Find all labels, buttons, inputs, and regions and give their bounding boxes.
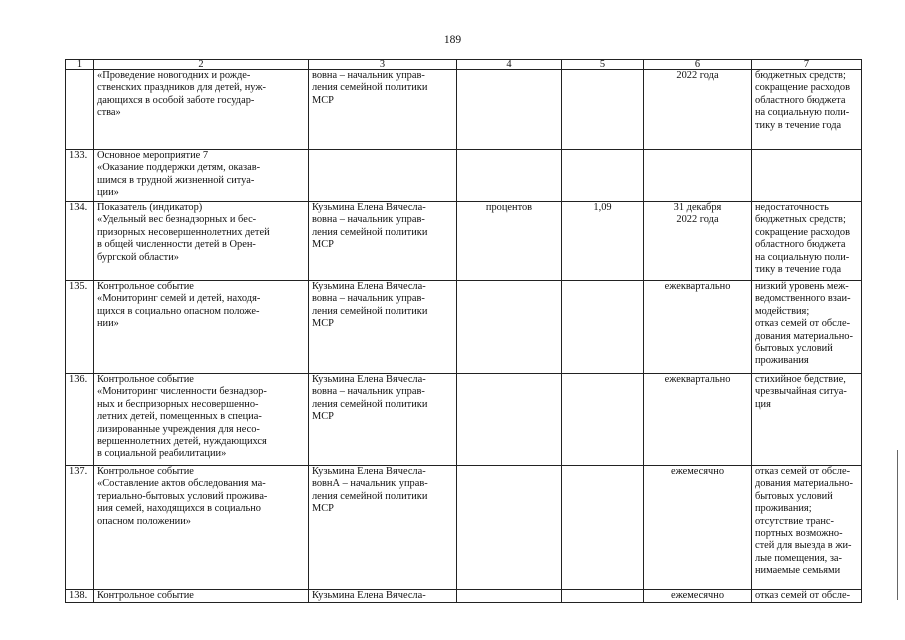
page-number: 189 — [443, 34, 462, 46]
unit-cell — [457, 281, 562, 374]
event-description: Показатель (индикатор) «Удельный вес безнадзорных и бес- призорных несовершеннолетних детей в общей численности детей в Орен- бургской области» — [94, 202, 309, 281]
row-number: 138. — [66, 590, 94, 603]
risk-description: отказ семей от обсле- — [752, 590, 862, 603]
row-number: 137. — [66, 466, 94, 590]
value-cell — [562, 70, 644, 150]
responsible-person: Кузьмина Елена Вячесла- — [309, 590, 457, 603]
event-description: «Проведение новогодних и рожде- ственских праздников для детей, нуж- дающихся в особой заботе государ- ства» — [94, 70, 309, 150]
table-row — [66, 202, 862, 281]
row-number — [66, 70, 94, 150]
risk-description: стихийное бедствие, чрезвычайная ситуа- ция — [752, 374, 862, 466]
risk-description: низкий уровень меж- ведомственного взаи- модействия; отказ семей от обсле- дования материально- бытовых условий проживания — [752, 281, 862, 374]
unit-cell — [457, 70, 562, 150]
unit-cell — [457, 150, 562, 202]
column-number: 6 — [644, 60, 752, 70]
unit-cell — [457, 466, 562, 590]
row-number: 136. — [66, 374, 94, 466]
column-number-row — [66, 60, 862, 70]
event-description: Контрольное событие — [94, 590, 309, 603]
table-row — [66, 150, 862, 202]
responsible-person: Кузьмина Елена Вячесла- вовнА – начальник управ- ления семейной политики МСР — [309, 466, 457, 590]
responsible-person: Кузьмина Елена Вячесла- вовна – начальник управ- ления семейной политики МСР — [309, 281, 457, 374]
event-description: Контрольное событие «Составление актов обследования ма- териально-бытовых условий прожива- ния семей, находящихся в социально опасном положении» — [94, 466, 309, 590]
deadline-cell — [644, 150, 752, 202]
deadline-cell: 31 декабря 2022 года — [644, 202, 752, 281]
risk-description — [752, 150, 862, 202]
column-number: 3 — [309, 60, 457, 70]
column-number: 7 — [752, 60, 862, 70]
deadline-cell: 2022 года — [644, 70, 752, 150]
measures-table — [65, 59, 862, 603]
column-number: 2 — [94, 60, 309, 70]
table-row — [66, 70, 862, 150]
row-number: 133. — [66, 150, 94, 202]
risk-description: бюджетных средств; сокращение расходов областного бюджета на социальную поли- тику в течение года — [752, 70, 862, 150]
event-description: Контрольное событие «Мониторинг семей и детей, находя- щихся в социально опасном положе- нии» — [94, 281, 309, 374]
deadline-cell: ежеквартально — [644, 374, 752, 466]
risk-description: недостаточность бюджетных средств; сокращение расходов областного бюджета на социальную поли- тику в течение года — [752, 202, 862, 281]
row-number: 134. — [66, 202, 94, 281]
responsible-person: Кузьмина Елена Вячесла- вовна – начальник управ- ления семейной политики МСР — [309, 202, 457, 281]
row-number: 135. — [66, 281, 94, 374]
value-cell — [562, 150, 644, 202]
deadline-cell: ежемесячно — [644, 590, 752, 603]
unit-cell — [457, 374, 562, 466]
table-row — [66, 466, 862, 590]
column-number: 5 — [562, 60, 644, 70]
event-description: Основное мероприятие 7 «Оказание поддержки детям, оказав- шимся в трудной жизненной ситуа- ции» — [94, 150, 309, 202]
scan-edge-line — [897, 450, 898, 600]
event-description: Контрольное событие «Мониторинг численности безнадзор- ных и беспризорных несовершенно- летних детей, помещенных в специа- лизированные учреждения для несо- вершеннолетних детей, нуждающихся в социальной реабилитации» — [94, 374, 309, 466]
table-row — [66, 590, 862, 603]
responsible-person — [309, 150, 457, 202]
table-row — [66, 281, 862, 374]
value-cell — [562, 374, 644, 466]
value-cell — [562, 281, 644, 374]
column-number: 1 — [66, 60, 94, 70]
unit-cell: процентов — [457, 202, 562, 281]
value-cell — [562, 466, 644, 590]
deadline-cell: ежеквартально — [644, 281, 752, 374]
value-cell: 1,09 — [562, 202, 644, 281]
responsible-person: вовна – начальник управ- ления семейной политики МСР — [309, 70, 457, 150]
risk-description: отказ семей от обсле- дования материально- бытовых условий проживания; отсутствие транс- портных возможно- стей для выезда в жи- лые помещения, за- нимаемые семьями — [752, 466, 862, 590]
deadline-cell: ежемесячно — [644, 466, 752, 590]
responsible-person: Кузьмина Елена Вячесла- вовна – начальник управ- ления семейной политики МСР — [309, 374, 457, 466]
unit-cell — [457, 590, 562, 603]
value-cell — [562, 590, 644, 603]
column-number: 4 — [457, 60, 562, 70]
table-row — [66, 374, 862, 466]
